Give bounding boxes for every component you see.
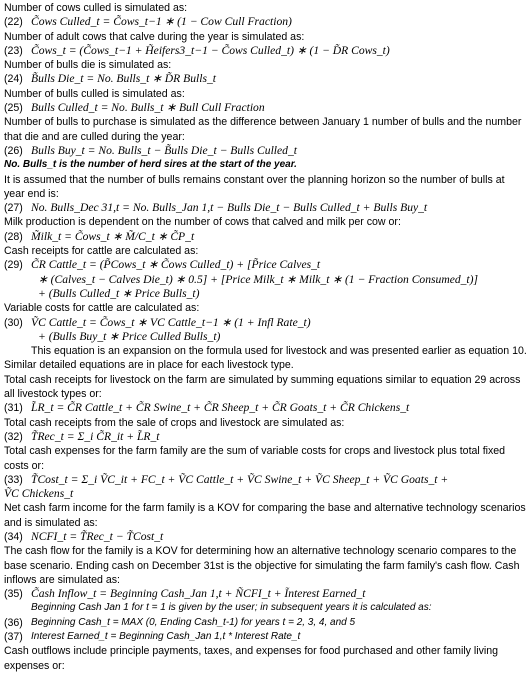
- equation-number: (31): [4, 402, 23, 415]
- equation-number: (30): [4, 316, 23, 329]
- equation-32: [4, 430, 527, 444]
- paragraph: The cash flow for the family is a KOV for determining how an alternative technology scenario compares to the base scenario. Ending cash on December 31st is the objective for simulating the farm family's cash flow. Cash inflows are simulated as:: [4, 545, 520, 586]
- equation-body: C̃ows Culled_t = C̃ows_t−1 ∗ (1 − Cow Cull Fraction): [31, 15, 292, 29]
- equation-body: Beginning Cash_t = MAX (0, Ending Cash_t-1) for years t = 2, 3, 4, and 5: [31, 616, 356, 628]
- equation-22: [4, 15, 527, 29]
- equation-36: [4, 616, 527, 630]
- equation-24: [4, 72, 527, 86]
- equation-29: [4, 258, 527, 272]
- equation-number: (23): [4, 44, 23, 57]
- equation-number: (32): [4, 430, 23, 443]
- equation-body: C̃ash Inflow_t = Beginning Cash_Jan 1,t + ÑCFI_t + Ĩnterest Earned_t: [31, 587, 366, 601]
- paragraph: Number of bulls culled is simulated as:: [4, 87, 185, 100]
- equation-number: (27): [4, 202, 23, 215]
- equation-note: Beginning Cash Jan 1 for t = 1 is given by the user; in subsequent years it is calculated as:: [31, 602, 432, 614]
- equation-number: (25): [4, 102, 23, 115]
- equation-continuation: ∗ (Calves_t − Calves Die_t) ∗ 0.5] + [Price Milk_t ∗ Milk_t ∗ (1 − Fraction Consumed_t)]: [38, 272, 479, 286]
- paragraph: Total cash receipts from the sale of crops and livestock are simulated as:: [4, 416, 345, 429]
- equation-34: [4, 530, 527, 544]
- equation-number: (24): [4, 73, 23, 86]
- equation-body: L̃R_t = C̃R Cattle_t + C̃R Swine_t + C̃R Sheep_t + C̃R Goats_t + C̃R Chickens_t: [31, 401, 410, 415]
- equation-body: ṼC Cattle_t = C̃ows_t ∗ VC Cattle_t−1 ∗ (1 + Infl Rate_t): [31, 315, 311, 329]
- equation-number: (33): [4, 473, 23, 486]
- equation-23: [4, 44, 527, 58]
- paragraph: It is assumed that the number of bulls remains constant over the planning horizon so the number of bulls at year end is:: [4, 173, 505, 200]
- equation-continuation: + (Bulls Buy_t ∗ Price Culled Bulls_t): [38, 329, 221, 343]
- equation-number: (22): [4, 16, 23, 29]
- equation-30: [4, 316, 527, 330]
- equation-body: B̃ulls Die_t = No. Bulls_t ∗ D̃R Bulls_t: [31, 72, 217, 86]
- paragraph: This equation is an expansion on the formula used for livestock and was presented earlier as equation 10. Similar detailed equations are in place for each livestock type.: [4, 345, 527, 372]
- paragraph: Total cash expenses for the farm family are the sum of variable costs for crops and livestock plus total fixed costs or:: [4, 445, 506, 472]
- equation-number: (29): [4, 259, 23, 272]
- equation-27: [4, 201, 527, 215]
- paragraph: Cash outflows include principle payments, taxes, and expenses for food purchased and other family living expenses or:: [4, 645, 499, 672]
- paragraph: Number of bulls to purchase is simulated as the difference between January 1 number of bulls and the number that die and are culled during the year:: [4, 116, 522, 143]
- equation-continuation: + (Bulls Culled_t ∗ Price Bulls_t): [38, 286, 200, 300]
- equation-35: [4, 587, 527, 601]
- equation-body: C̃R Cattle_t = (P̃Cows_t ∗ C̃ows Culled_t) + [P̃rice Calves_t: [31, 258, 321, 272]
- paragraph: Cash receipts for cattle are calculated as:: [4, 245, 199, 258]
- equation-26: [4, 144, 527, 158]
- equation-33: [4, 473, 527, 487]
- paragraph: Number of bulls die is simulated as:: [4, 59, 172, 72]
- equation-body: Bulls Buy_t = No. Bulls_t − B̃ulls Die_t − Bulls Culled_t: [31, 143, 297, 157]
- paragraph: Net cash farm income for the farm family is a KOV for comparing the base and alternative technology scenarios and is simulated as:: [4, 502, 526, 529]
- equation-continuation: ṼC Chickens_t: [4, 487, 74, 501]
- equation-number: (28): [4, 230, 23, 243]
- equation-28: [4, 230, 527, 244]
- paragraph: Number of cows culled is simulated as:: [4, 2, 188, 14]
- equation-number: (37): [4, 631, 23, 644]
- paragraph: Number of adult cows that calve during the year is simulated as:: [4, 30, 305, 43]
- equation-number: (36): [4, 616, 23, 629]
- equation-25: [4, 101, 527, 115]
- equation-body: M̃ilk_t = C̃ows_t ∗ M̃/C_t ∗ C̃P_t: [31, 229, 195, 243]
- equation-body: NCFI_t = T̃Rec_t − T̃Cost_t: [31, 529, 164, 543]
- equation-31: [4, 401, 527, 415]
- paragraph: Variable costs for cattle are calculated as:: [4, 302, 200, 315]
- equation-body: C̃ows_t = (C̃ows_t−1 + H̃eifers3_t−1 − C̃ows Culled_t) ∗ (1 − D̃R Cows_t): [31, 43, 390, 57]
- definition-note: No. Bulls_t is the number of herd sires at the start of the year.: [4, 159, 297, 171]
- equation-37: [4, 630, 527, 644]
- paragraph: Milk production is dependent on the number of cows that calved and milk per cow or:: [4, 216, 401, 229]
- equation-number: (26): [4, 144, 23, 157]
- paragraph: Total cash receipts for livestock on the farm are simulated by summing equations similar to equation 29 across all livestock types or:: [4, 373, 521, 401]
- equation-number: (34): [4, 530, 23, 543]
- equation-body: No. Bulls_Dec 31,t = No. Bulls_Jan 1,t − Bulls Die_t − Bulls Culled_t + Bulls Buy_t: [31, 201, 428, 215]
- equation-body: T̃Rec_t = Σ_i C̃R_it + L̃R_t: [31, 429, 160, 443]
- equation-body: Bulls Culled_t = No. Bulls_t ∗ Bull Cull Fraction: [31, 101, 265, 115]
- equation-body: Interest Earned_t = Beginning Cash_Jan 1,t * Interest Rate_t: [31, 631, 301, 643]
- equation-number: (35): [4, 588, 23, 601]
- equation-body: T̃Cost_t = Σ_i ṼC_it + FC_t + ṼC Cattle_t + ṼC Swine_t + ṼC Sheep_t + ṼC Goats_t +: [31, 472, 449, 486]
